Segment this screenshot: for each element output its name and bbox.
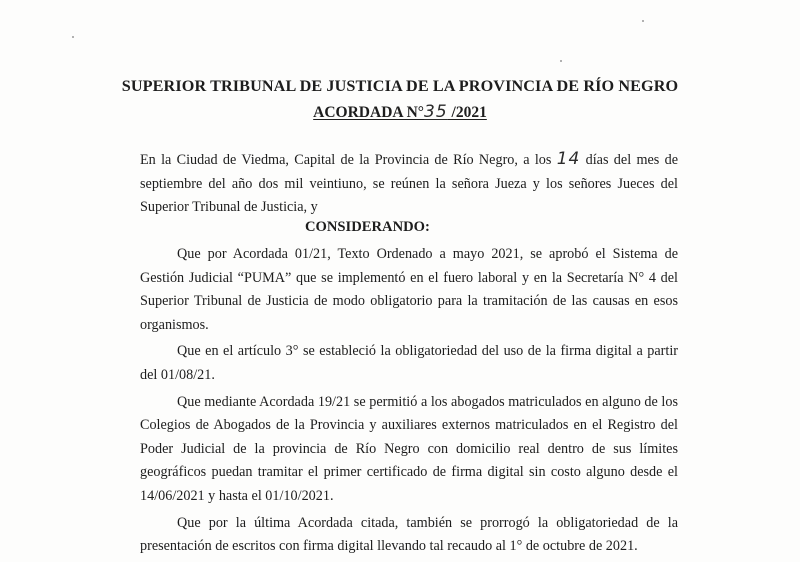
paragraph: Que por Acordada 01/21, Texto Ordenado a mayo 2021, se aprobó el Sistema de Gestión Judicial “PUMA” que se implementó en el fuero laboral y en la Secretaría N° 4 del Superior Tribunal de Justicia de modo obligatorio para la tramitación de las causas en esos organismos. — [140, 246, 678, 333]
acordada-year: /2021 — [447, 104, 487, 121]
intro-paragraph — [140, 148, 678, 220]
intro-day-handwritten: 14 — [556, 149, 581, 169]
acordada-number-handwritten: 35 — [424, 102, 448, 122]
acordada-heading — [0, 102, 800, 122]
paragraph: Que por la última Acordada citada, también se prorrogó la obligatoriedad de la presentación de escritos con firma digital llevando tal recaudo al 1° de octubre de 2021. — [140, 514, 678, 555]
document-title: SUPERIOR TRIBUNAL DE JUSTICIA DE LA PROVINCIA DE RÍO NEGRO — [121, 77, 679, 95]
paragraph: Que mediante Acordada 19/21 se permitió a los abogados matriculados en alguno de los Colegios de Abogados de la Provincia y auxiliares externos matriculados en el Registro del Poder Judicial de la provincia de Río Negro con domicilio real dentro de sus límites geográficos puedan tramitar el primer certificado de firma digital sin costo alguno desde el 14/06/2021 y hasta el 01/10/2021. — [140, 393, 678, 504]
intro-text-part1: En la Ciudad de Viedma, Capital de la Provincia de Río Negro, a los — [140, 152, 557, 168]
intro-text-part2: días del mes de septiembre del año dos mil veintiuno, se reúnen la señora Jueza y los señores Jueces del Superior Tribunal de Justicia, y — [140, 152, 678, 216]
paragraph: Que en el artículo 3° se estableció la obligatoriedad del uso de la firma digital a partir del 01/08/21. — [140, 343, 678, 383]
considerando-heading: CONSIDERANDO: — [305, 219, 430, 235]
considerando-paragraphs — [140, 243, 678, 562]
acordada-prefix: ACORDADA N° — [313, 104, 424, 121]
